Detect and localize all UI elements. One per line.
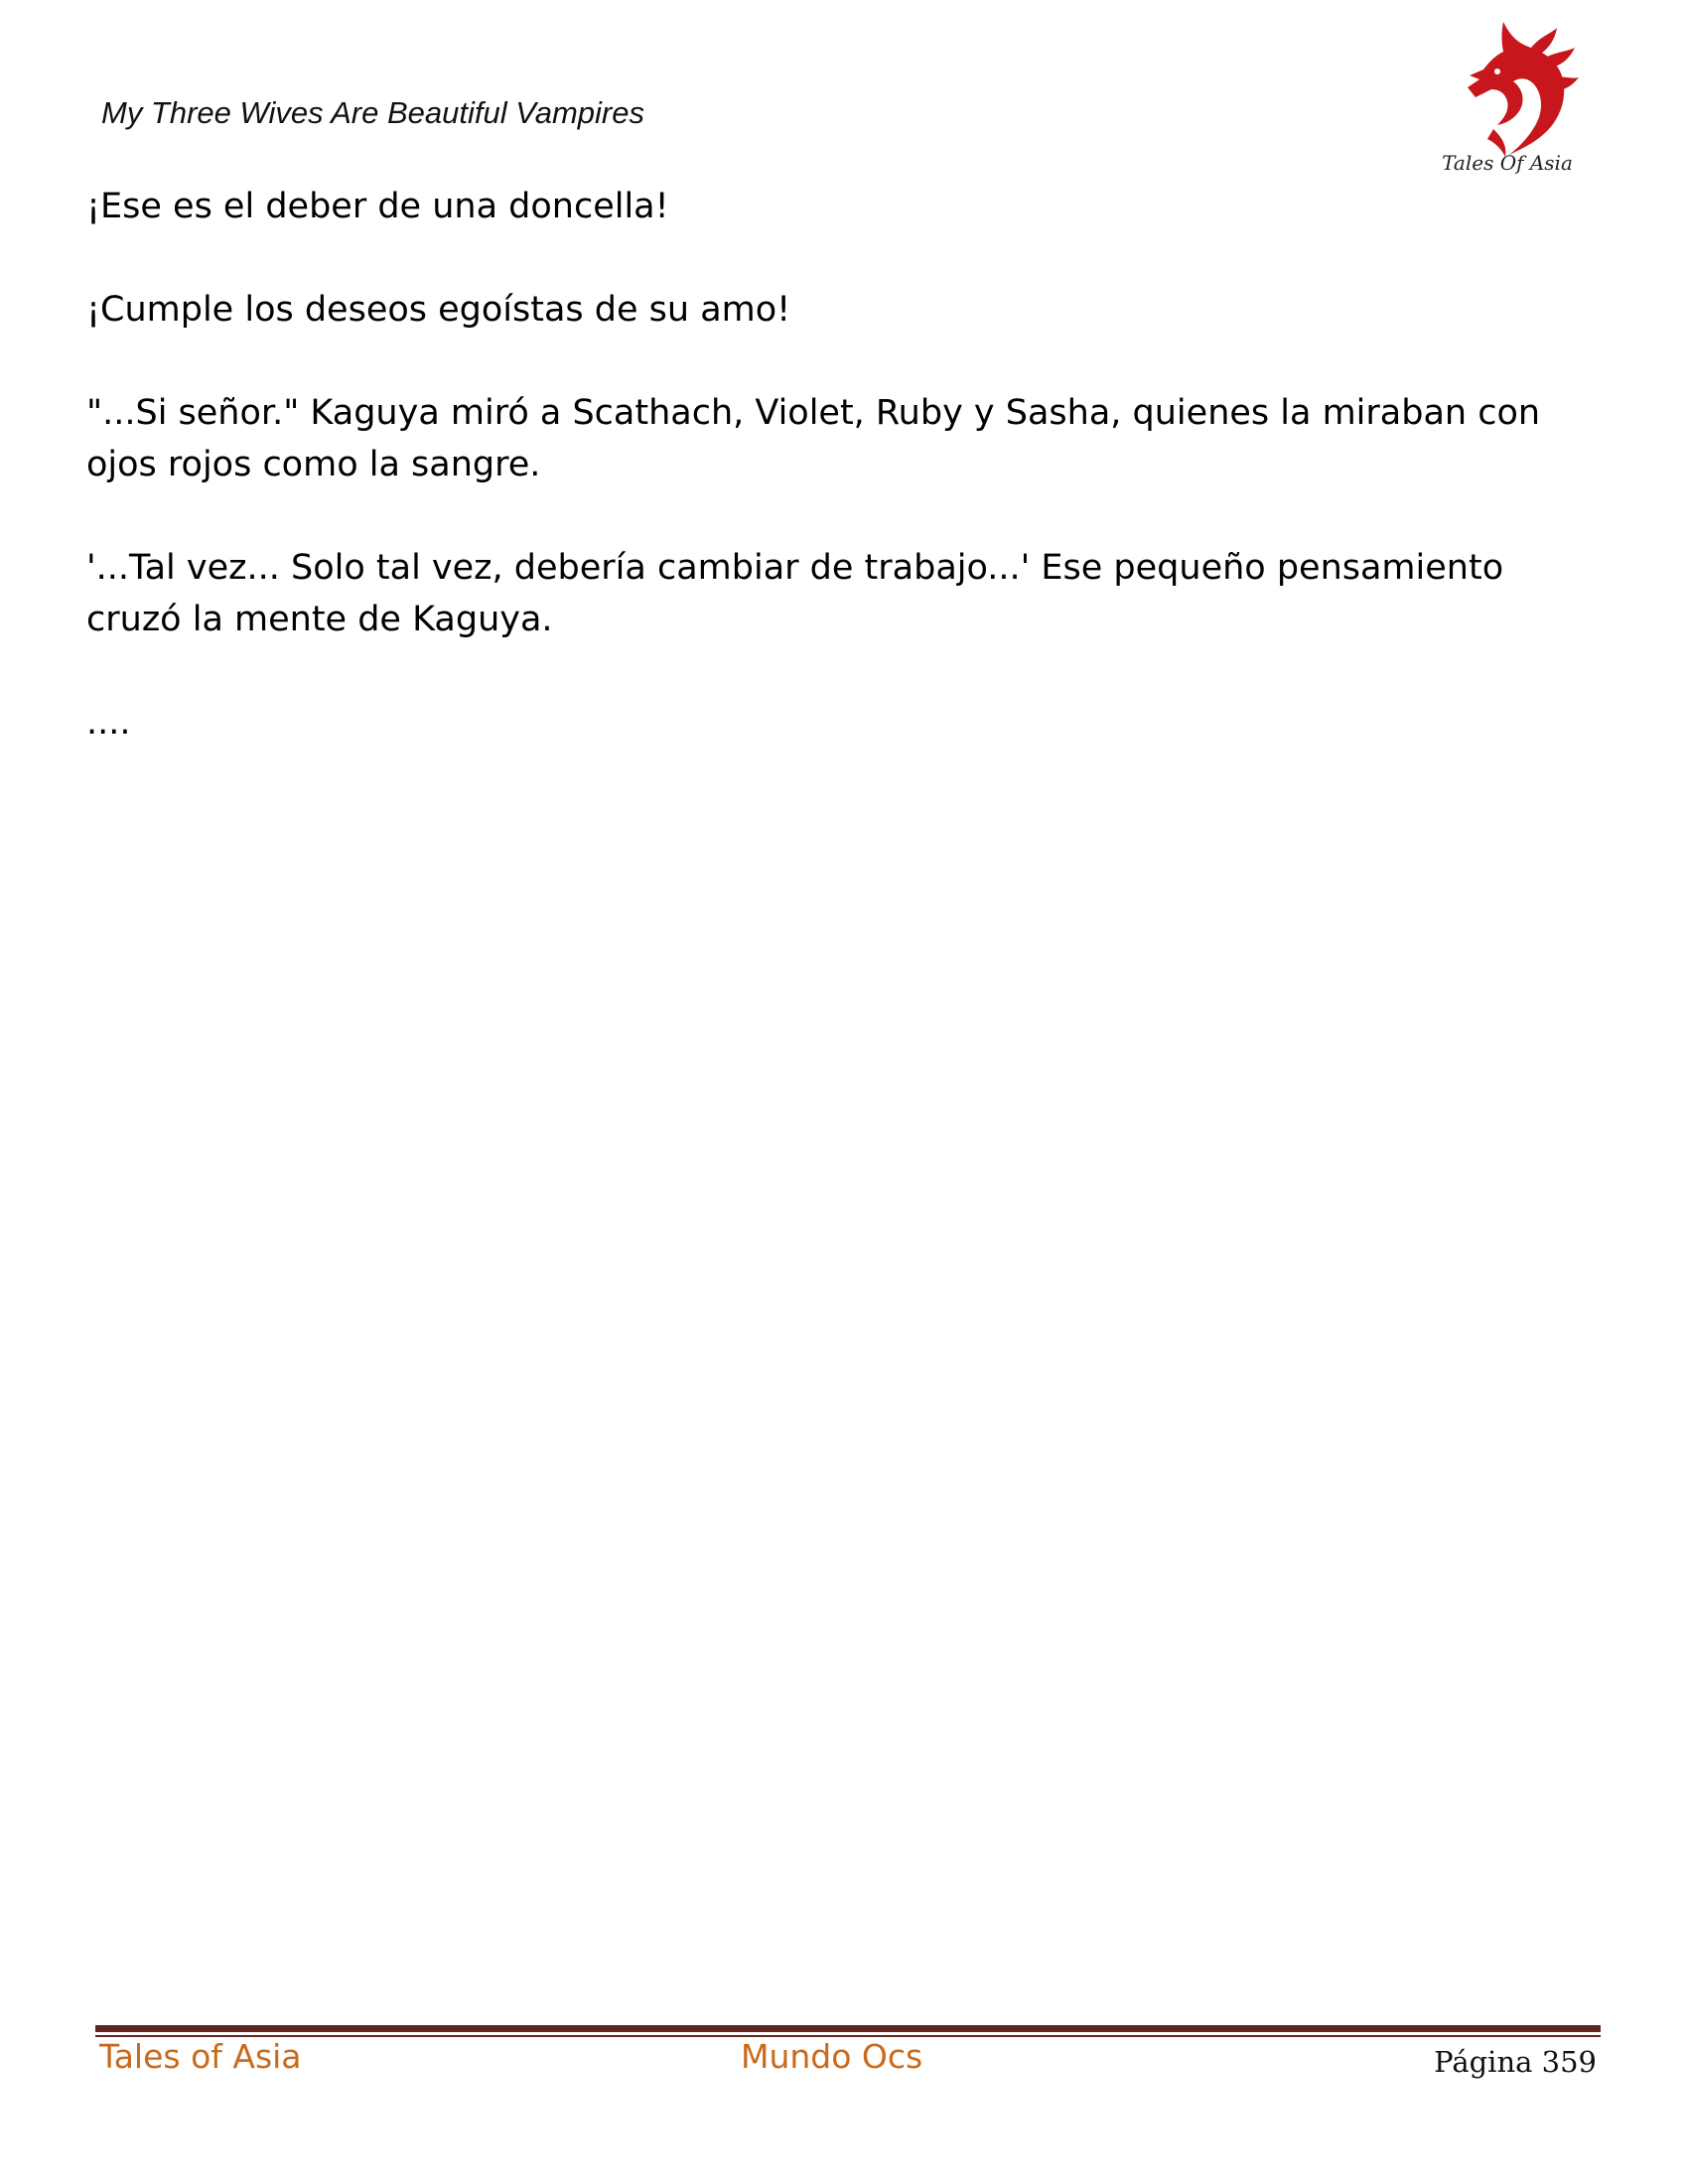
logo-text: Tales Of Asia xyxy=(1442,151,1573,175)
tales-of-asia-logo xyxy=(1432,18,1581,183)
footer-publisher: Tales of Asia xyxy=(99,2037,302,2076)
paragraph: '...Tal vez... Solo tal vez, debería cambiar de trabajo...' Ese pequeño pensamiento cruzó la mente de Kaguya. xyxy=(86,548,1504,639)
paragraph: "...Si señor." Kaguya miró a Scathach, Violet, Ruby y Sasha, quienes la miraban con ojos rojos como la sangre. xyxy=(86,393,1541,484)
paragraph: ¡Cumple los deseos egoístas de su amo! xyxy=(86,290,791,330)
scene-break-ellipsis: .... xyxy=(86,703,131,743)
running-header-title: My Three Wives Are Beautiful Vampires xyxy=(101,95,644,130)
chapter-body xyxy=(86,181,1601,800)
page-number: Página 359 xyxy=(1434,2045,1597,2079)
paragraph: ¡Ese es el deber de una doncella! xyxy=(86,187,669,226)
footer-divider-thick xyxy=(95,2025,1601,2032)
footer-translator: Mundo Ocs xyxy=(741,2037,923,2076)
